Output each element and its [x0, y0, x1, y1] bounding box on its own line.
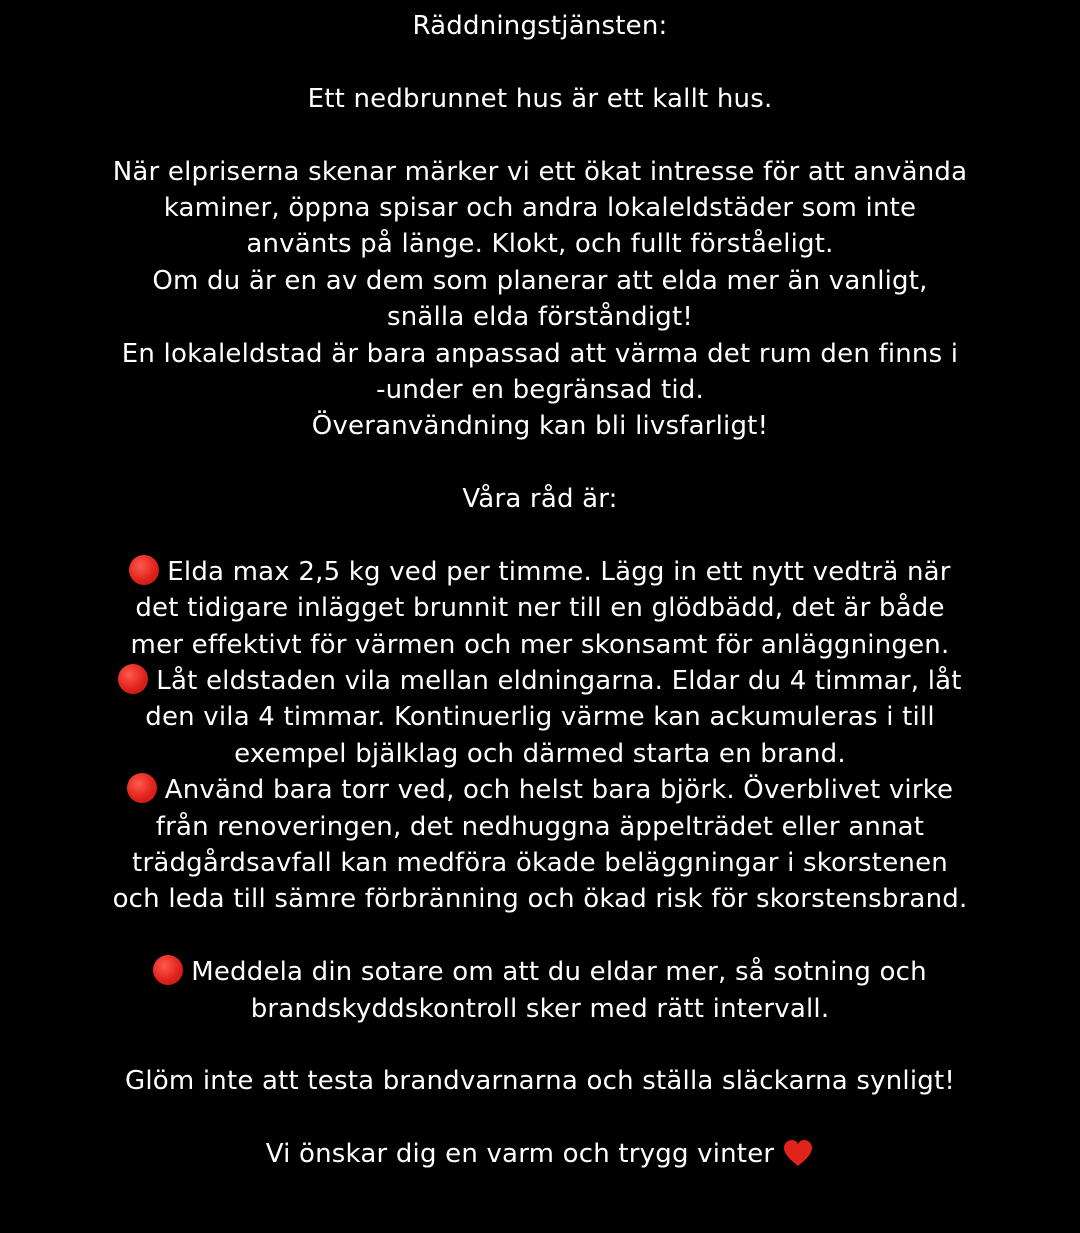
advice-text: Elda max 2,5 kg ved per timme. Lägg in ett nytt vedträ när — [167, 556, 951, 587]
intro-line: använts på länge. Klokt, och fullt förståeligt. — [246, 229, 834, 260]
spacer — [0, 918, 1080, 954]
advice-list — [0, 554, 1080, 1027]
advice-item — [0, 772, 1080, 918]
advice-line: trädgårdsavfall kan medföra ökade beläggningar i skorstenen — [132, 847, 948, 878]
advice-line: det tidigare inlägget brunnit ner till en glödbädd, det är både — [135, 593, 945, 624]
advice-line: och leda till sämre förbränning och ökad risk för skorstensbrand. — [112, 884, 968, 915]
intro-line: En lokaleldstad är bara anpassad att värma det rum den finns i — [121, 338, 959, 369]
advice-line — [0, 554, 1080, 590]
intro-line: Överanvändning kan bli livsfarligt! — [311, 411, 769, 442]
spacer — [0, 117, 1080, 153]
red-heart-icon — [782, 1138, 814, 1178]
closing-text: Vi önskar dig en varm och trygg vinter — [265, 1139, 775, 1170]
spacer — [0, 445, 1080, 481]
spacer — [0, 44, 1080, 80]
red-circle-icon — [127, 773, 157, 803]
reminder-text: Glöm inte att testa brandvarnarna och ställa släckarna synligt! — [124, 1066, 955, 1097]
advice-item — [0, 554, 1080, 663]
advice-item — [0, 663, 1080, 772]
advice-line — [0, 954, 1080, 990]
red-circle-icon — [153, 955, 183, 985]
advice-line: den vila 4 timmar. Kontinuerlig värme kan ackumuleras i till — [145, 702, 935, 733]
closing-line — [0, 1136, 1080, 1172]
advice-item — [0, 954, 1080, 1027]
advice-heading: Våra råd är: — [462, 484, 618, 515]
advice-line: brandskyddskontroll sker med rätt intervall. — [250, 993, 830, 1024]
advice-text: Använd bara torr ved, och helst bara björk. Överblivet virke — [164, 775, 954, 806]
spacer — [0, 517, 1080, 553]
intro-line: snälla elda förståndigt! — [386, 302, 694, 333]
advice-line: mer effektivt för värmen och mer skonsamt för anläggningen. — [130, 629, 950, 660]
advice-line — [0, 772, 1080, 808]
advice-line: från renoveringen, det nedhuggna äppelträdet eller annat — [155, 811, 925, 842]
advice-text: Meddela din sotare om att du eldar mer, så sotning och — [191, 957, 927, 988]
advice-line — [0, 663, 1080, 699]
intro-line: När elpriserna skenar märker vi ett ökat intresse för att använda — [112, 156, 968, 187]
red-circle-icon — [118, 664, 148, 694]
spacer — [0, 1100, 1080, 1136]
post-text — [0, 8, 1080, 1173]
post-heading: Räddningstjänsten: — [412, 11, 668, 41]
intro-paragraph — [0, 154, 1080, 445]
red-circle-icon — [129, 555, 159, 585]
spacer — [0, 1027, 1080, 1063]
advice-text: Låt eldstaden vila mellan eldningarna. Eldar du 4 timmar, låt — [156, 666, 962, 697]
advice-line: exempel bjälklag och därmed starta en brand. — [234, 738, 846, 769]
intro-line: -under en begränsad tid. — [376, 374, 704, 405]
intro-line: Om du är en av dem som planerar att elda mer än vanligt, — [152, 265, 928, 296]
post-subheading: Ett nedbrunnet hus är ett kallt hus. — [307, 83, 773, 114]
intro-line: kaminer, öppna spisar och andra lokaleldstäder som inte — [163, 192, 917, 223]
